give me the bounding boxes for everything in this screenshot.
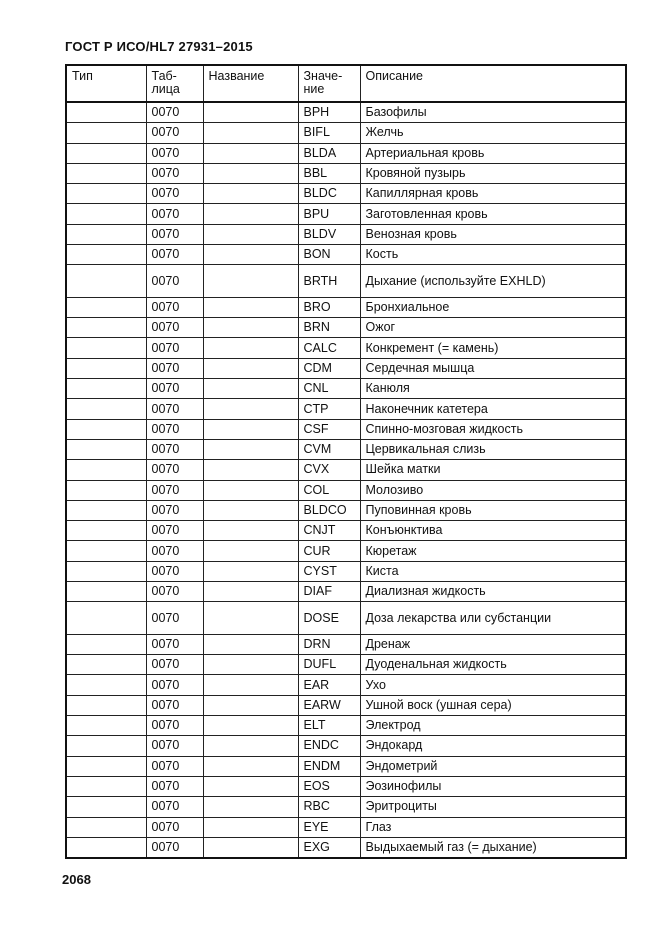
- cell-name: [203, 460, 298, 480]
- cell-table: 0070: [146, 756, 203, 776]
- cell-description: Капиллярная кровь: [360, 184, 626, 204]
- cell-value: BRN: [298, 318, 360, 338]
- cell-name: [203, 399, 298, 419]
- cell-value: RBC: [298, 797, 360, 817]
- table-row: [66, 318, 626, 338]
- cell-value: BPU: [298, 204, 360, 224]
- cell-description: Дуоденальная жидкость: [360, 655, 626, 675]
- cell-table: 0070: [146, 318, 203, 338]
- cell-name: [203, 419, 298, 439]
- cell-description: Пуповинная кровь: [360, 500, 626, 520]
- cell-table: 0070: [146, 419, 203, 439]
- cell-value: BRO: [298, 297, 360, 317]
- cell-type: [66, 379, 146, 399]
- cell-value: DUFL: [298, 655, 360, 675]
- cell-description: Киста: [360, 561, 626, 581]
- table-row: [66, 439, 626, 459]
- cell-table: 0070: [146, 521, 203, 541]
- cell-type: [66, 561, 146, 581]
- cell-name: [203, 756, 298, 776]
- cell-type: [66, 541, 146, 561]
- table-row: [66, 480, 626, 500]
- table-row: [66, 265, 626, 298]
- cell-table: 0070: [146, 655, 203, 675]
- column-header-description: Описание: [360, 65, 626, 102]
- column-header-table: Таб- лица: [146, 65, 203, 102]
- cell-name: [203, 655, 298, 675]
- cell-table: 0070: [146, 245, 203, 265]
- table-header-row: [66, 65, 626, 102]
- cell-description: Венозная кровь: [360, 224, 626, 244]
- cell-table: 0070: [146, 399, 203, 419]
- cell-description: Сердечная мышца: [360, 358, 626, 378]
- cell-description: Эндокард: [360, 736, 626, 756]
- cell-value: BBL: [298, 163, 360, 183]
- table-row: [66, 582, 626, 602]
- cell-type: [66, 184, 146, 204]
- cell-description: Канюля: [360, 379, 626, 399]
- cell-value: EARW: [298, 695, 360, 715]
- cell-value: CVM: [298, 439, 360, 459]
- cell-table: 0070: [146, 204, 203, 224]
- cell-name: [203, 736, 298, 756]
- table-row: [66, 837, 626, 858]
- cell-value: EYE: [298, 817, 360, 837]
- cell-value: DRN: [298, 634, 360, 654]
- table-row: [66, 776, 626, 796]
- cell-type: [66, 500, 146, 520]
- page-number: 2068: [62, 872, 91, 887]
- cell-value: ENDM: [298, 756, 360, 776]
- column-header-value: Значе- ние: [298, 65, 360, 102]
- cell-name: [203, 500, 298, 520]
- cell-type: [66, 419, 146, 439]
- cell-description: Выдыхаемый газ (= дыхание): [360, 837, 626, 858]
- cell-description: Кровяной пузырь: [360, 163, 626, 183]
- cell-description: Эозинофилы: [360, 776, 626, 796]
- cell-table: 0070: [146, 634, 203, 654]
- cell-type: [66, 521, 146, 541]
- cell-type: [66, 776, 146, 796]
- cell-type: [66, 716, 146, 736]
- cell-type: [66, 675, 146, 695]
- cell-table: 0070: [146, 675, 203, 695]
- document-header: ГОСТ Р ИСО/HL7 27931–2015: [65, 39, 253, 54]
- cell-description: Заготовленная кровь: [360, 204, 626, 224]
- cell-type: [66, 358, 146, 378]
- cell-name: [203, 480, 298, 500]
- cell-type: [66, 297, 146, 317]
- cell-value: CUR: [298, 541, 360, 561]
- cell-type: [66, 439, 146, 459]
- cell-value: BLDA: [298, 143, 360, 163]
- cell-value: BRTH: [298, 265, 360, 298]
- cell-type: [66, 338, 146, 358]
- cell-description: Конъюнктива: [360, 521, 626, 541]
- cell-table: 0070: [146, 602, 203, 635]
- cell-description: Шейка матки: [360, 460, 626, 480]
- table-row: [66, 736, 626, 756]
- cell-value: CVX: [298, 460, 360, 480]
- cell-table: 0070: [146, 561, 203, 581]
- cell-name: [203, 521, 298, 541]
- cell-type: [66, 602, 146, 635]
- cell-type: [66, 817, 146, 837]
- cell-description: Глаз: [360, 817, 626, 837]
- cell-description: Дренаж: [360, 634, 626, 654]
- table-row: [66, 756, 626, 776]
- cell-description: Артериальная кровь: [360, 143, 626, 163]
- cell-type: [66, 460, 146, 480]
- cell-name: [203, 204, 298, 224]
- cell-description: Диализная жидкость: [360, 582, 626, 602]
- cell-value: COL: [298, 480, 360, 500]
- cell-table: 0070: [146, 143, 203, 163]
- cell-description: Спинно-мозговая жидкость: [360, 419, 626, 439]
- table-row: [66, 500, 626, 520]
- cell-table: 0070: [146, 163, 203, 183]
- cell-value: ENDC: [298, 736, 360, 756]
- table-row: [66, 204, 626, 224]
- cell-type: [66, 480, 146, 500]
- cell-value: DIAF: [298, 582, 360, 602]
- cell-type: [66, 837, 146, 858]
- cell-name: [203, 265, 298, 298]
- table-row: [66, 655, 626, 675]
- cell-name: [203, 837, 298, 858]
- cell-name: [203, 379, 298, 399]
- code-table: [65, 64, 627, 859]
- cell-name: [203, 776, 298, 796]
- cell-table: 0070: [146, 480, 203, 500]
- cell-type: [66, 245, 146, 265]
- cell-table: 0070: [146, 736, 203, 756]
- table-row: [66, 379, 626, 399]
- cell-description: Эритроциты: [360, 797, 626, 817]
- cell-description: Кюретаж: [360, 541, 626, 561]
- cell-type: [66, 634, 146, 654]
- table-row: [66, 399, 626, 419]
- cell-table: 0070: [146, 265, 203, 298]
- table-row: [66, 297, 626, 317]
- table-body: [66, 102, 626, 858]
- table-row: [66, 561, 626, 581]
- cell-table: 0070: [146, 123, 203, 143]
- cell-table: 0070: [146, 224, 203, 244]
- cell-description: Электрод: [360, 716, 626, 736]
- cell-value: CYST: [298, 561, 360, 581]
- table-row: [66, 245, 626, 265]
- cell-name: [203, 716, 298, 736]
- cell-value: BLDCO: [298, 500, 360, 520]
- table-row: [66, 184, 626, 204]
- cell-table: 0070: [146, 297, 203, 317]
- cell-value: CNL: [298, 379, 360, 399]
- cell-type: [66, 224, 146, 244]
- cell-description: Желчь: [360, 123, 626, 143]
- cell-type: [66, 204, 146, 224]
- cell-table: 0070: [146, 837, 203, 858]
- cell-name: [203, 318, 298, 338]
- cell-name: [203, 675, 298, 695]
- cell-value: ELT: [298, 716, 360, 736]
- cell-type: [66, 695, 146, 715]
- cell-type: [66, 163, 146, 183]
- table-row: [66, 602, 626, 635]
- cell-value: EAR: [298, 675, 360, 695]
- cell-description: Доза лекарства или субстанции: [360, 602, 626, 635]
- table-row: [66, 419, 626, 439]
- cell-name: [203, 163, 298, 183]
- table-row: [66, 797, 626, 817]
- cell-type: [66, 123, 146, 143]
- cell-value: BLDV: [298, 224, 360, 244]
- cell-description: Эндометрий: [360, 756, 626, 776]
- table-row: [66, 224, 626, 244]
- table-row: [66, 675, 626, 695]
- table-row: [66, 460, 626, 480]
- cell-value: BPH: [298, 102, 360, 123]
- cell-description: Кость: [360, 245, 626, 265]
- table-row: [66, 163, 626, 183]
- cell-name: [203, 561, 298, 581]
- cell-name: [203, 143, 298, 163]
- cell-name: [203, 541, 298, 561]
- cell-type: [66, 655, 146, 675]
- cell-table: 0070: [146, 338, 203, 358]
- cell-value: BON: [298, 245, 360, 265]
- cell-description: Молозиво: [360, 480, 626, 500]
- table-row: [66, 716, 626, 736]
- cell-type: [66, 399, 146, 419]
- cell-table: 0070: [146, 797, 203, 817]
- cell-value: BLDC: [298, 184, 360, 204]
- cell-type: [66, 582, 146, 602]
- cell-name: [203, 602, 298, 635]
- cell-table: 0070: [146, 184, 203, 204]
- cell-type: [66, 736, 146, 756]
- table-row: [66, 102, 626, 123]
- cell-description: Ушной воск (ушная сера): [360, 695, 626, 715]
- cell-type: [66, 756, 146, 776]
- cell-name: [203, 338, 298, 358]
- cell-table: 0070: [146, 439, 203, 459]
- table-row: [66, 634, 626, 654]
- cell-table: 0070: [146, 358, 203, 378]
- cell-description: Базофилы: [360, 102, 626, 123]
- table-row: [66, 338, 626, 358]
- cell-table: 0070: [146, 817, 203, 837]
- cell-table: 0070: [146, 582, 203, 602]
- cell-value: CNJT: [298, 521, 360, 541]
- cell-name: [203, 695, 298, 715]
- cell-description: Ухо: [360, 675, 626, 695]
- cell-type: [66, 102, 146, 123]
- cell-table: 0070: [146, 716, 203, 736]
- cell-name: [203, 123, 298, 143]
- cell-value: EOS: [298, 776, 360, 796]
- cell-name: [203, 817, 298, 837]
- cell-type: [66, 143, 146, 163]
- cell-type: [66, 318, 146, 338]
- table-row: [66, 521, 626, 541]
- cell-type: [66, 797, 146, 817]
- cell-name: [203, 245, 298, 265]
- cell-description: Дыхание (используйте EXHLD): [360, 265, 626, 298]
- cell-value: CDM: [298, 358, 360, 378]
- cell-type: [66, 265, 146, 298]
- cell-name: [203, 358, 298, 378]
- cell-description: Цервикальная слизь: [360, 439, 626, 459]
- cell-value: DOSE: [298, 602, 360, 635]
- cell-description: Ожог: [360, 318, 626, 338]
- cell-name: [203, 102, 298, 123]
- cell-table: 0070: [146, 695, 203, 715]
- cell-name: [203, 184, 298, 204]
- table-row: [66, 817, 626, 837]
- cell-name: [203, 634, 298, 654]
- cell-table: 0070: [146, 500, 203, 520]
- column-header-name: Название: [203, 65, 298, 102]
- cell-table: 0070: [146, 460, 203, 480]
- cell-name: [203, 582, 298, 602]
- table-row: [66, 143, 626, 163]
- column-header-type: Тип: [66, 65, 146, 102]
- table-row: [66, 541, 626, 561]
- cell-value: EXG: [298, 837, 360, 858]
- table-row: [66, 695, 626, 715]
- cell-value: BIFL: [298, 123, 360, 143]
- cell-table: 0070: [146, 379, 203, 399]
- cell-name: [203, 297, 298, 317]
- cell-name: [203, 797, 298, 817]
- cell-table: 0070: [146, 541, 203, 561]
- cell-table: 0070: [146, 776, 203, 796]
- cell-value: CSF: [298, 419, 360, 439]
- cell-name: [203, 439, 298, 459]
- table-row: [66, 123, 626, 143]
- cell-description: Наконечник катетера: [360, 399, 626, 419]
- cell-description: Бронхиальное: [360, 297, 626, 317]
- cell-name: [203, 224, 298, 244]
- cell-table: 0070: [146, 102, 203, 123]
- cell-value: CALC: [298, 338, 360, 358]
- cell-description: Конкремент (= камень): [360, 338, 626, 358]
- cell-value: CTP: [298, 399, 360, 419]
- table-row: [66, 358, 626, 378]
